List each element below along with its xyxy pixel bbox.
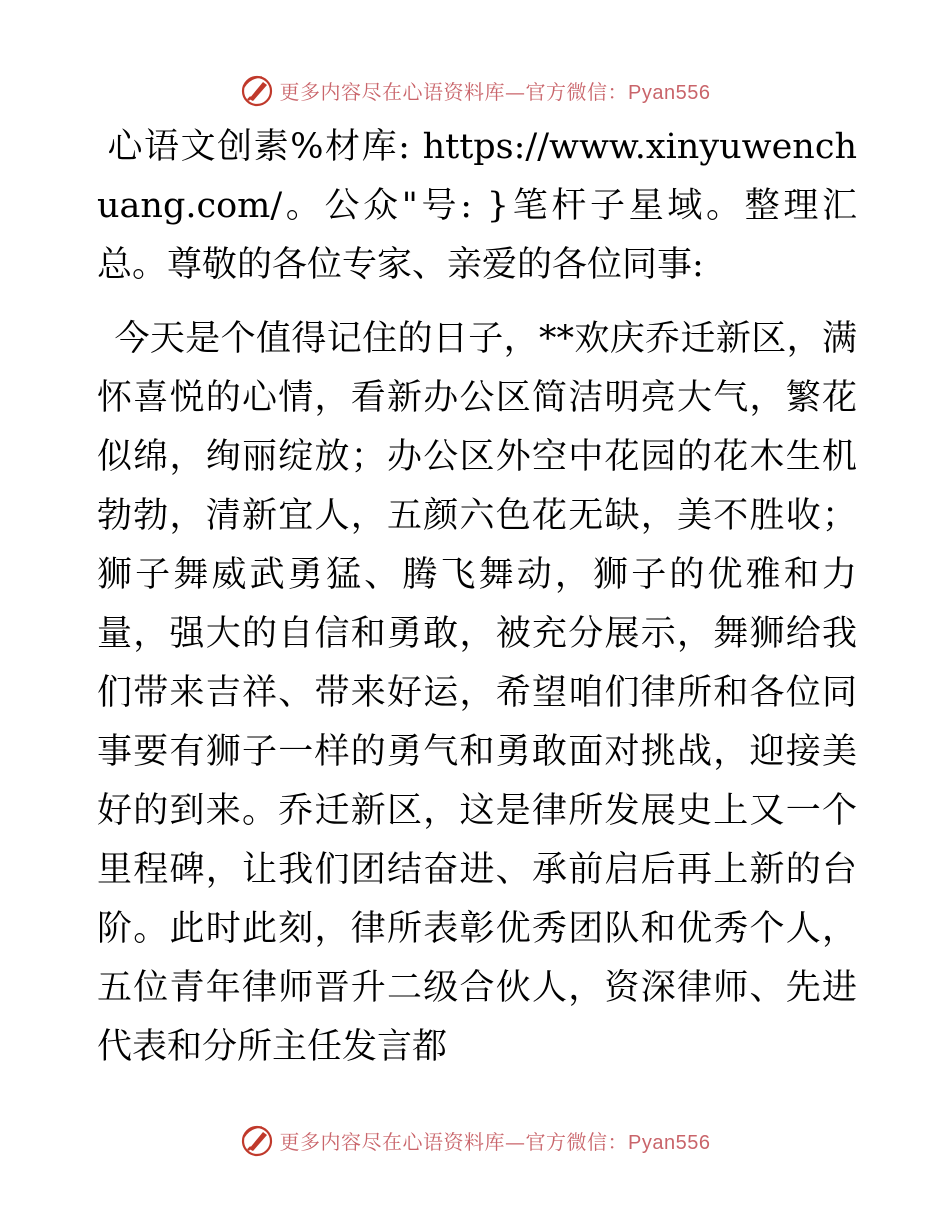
intro-paragraph: 心语文创素%材库: https://www.xinyuwenchuang.com/。公众"号: }笔杆子星域。整理汇总。尊敬的各位专家、亲爱的各位同事: (97, 127, 857, 285)
watermark-wechat-id: Pyan556 (628, 81, 711, 104)
watermark-text (280, 76, 711, 105)
quill-pen-logo-icon (240, 73, 274, 107)
quill-pen-logo-icon (240, 1123, 274, 1157)
watermark-banner-top (0, 70, 950, 110)
document-body (97, 118, 857, 1077)
watermark-text (280, 1126, 711, 1155)
watermark-banner-bottom (0, 1120, 950, 1160)
watermark-text-cn: 更多内容尽在心语资料库—官方微信： (279, 1129, 629, 1154)
watermark-text-cn: 更多内容尽在心语资料库—官方微信： (279, 79, 629, 104)
watermark-wechat-id: Pyan556 (628, 1131, 711, 1154)
speech-paragraph: 今天是个值得记住的日子，**欢庆乔迁新区，满怀喜悦的心情，看新办公区简洁明亮大气，繁花似绵，绚丽绽放；办公区外空中花园的花木生机勃勃，清新宜人，五颜六色花无缺，美不胜收；狮子舞威武勇猛、腾飞舞动，狮子的优雅和力量，强大的自信和勇敢，被充分展示，舞狮给我们带来吉祥、带来好运，希望咱们律所和各位同事要有狮子一样的勇气和勇敢面对挑战，迎接美好的到来。乔迁新区，这是律所发展史上又一个里程碑，让我们团结奋进、承前启后再上新的台阶。此时此刻，律所表彰优秀团队和优秀个人，五位青年律师晋升二级合伙人，资深律师、先进代表和分所主任发言都 (97, 319, 857, 1067)
